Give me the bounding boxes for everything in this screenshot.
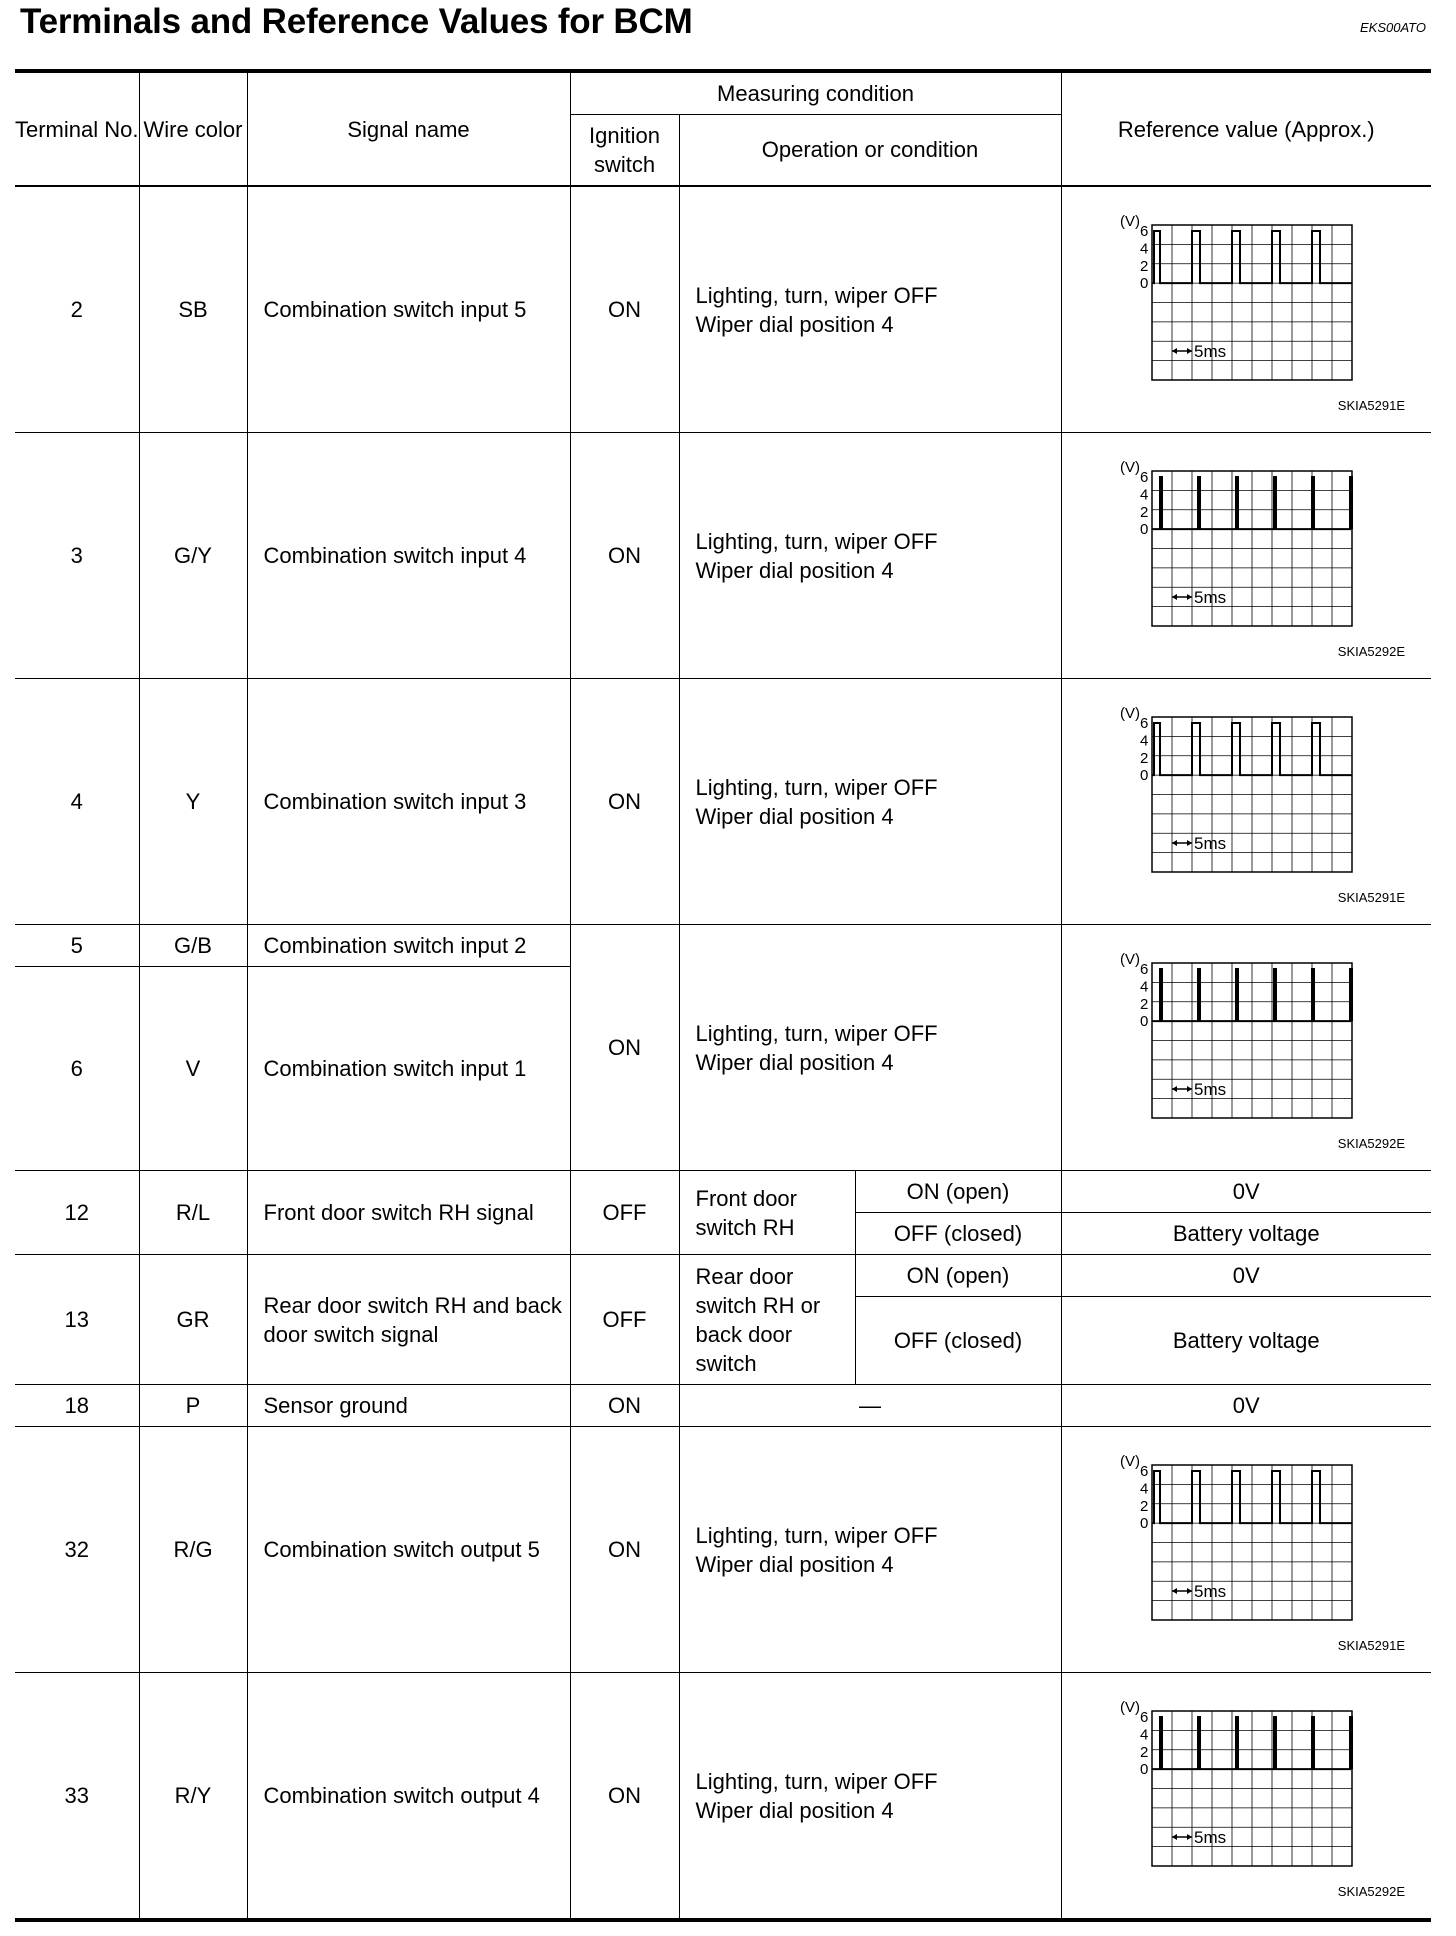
page-title: Terminals and Reference Values for BCM: [20, 2, 693, 41]
signal-name: Front door switch RH signal: [247, 1171, 570, 1255]
reference-value: Battery voltage: [1061, 1297, 1431, 1385]
signal-name: Sensor ground: [247, 1385, 570, 1427]
wire-color: G/Y: [139, 433, 247, 679]
unit-label: (V): [1119, 1453, 1140, 1470]
time-scale-arrowhead: [1187, 1834, 1192, 1840]
oscilloscope-figure: [1062, 433, 1432, 678]
signal-name: Combination switch output 5: [247, 1427, 570, 1673]
time-scale-arrowhead: [1172, 1086, 1177, 1092]
table-row: [15, 186, 1431, 433]
reference-waveform: [1061, 433, 1431, 679]
header-measuring-condition: Measuring condition: [570, 71, 1061, 114]
unit-label: (V): [1119, 705, 1140, 722]
header-reference-value: Reference value (Approx.): [1061, 71, 1431, 186]
y-tick-label: 0: [1139, 1761, 1148, 1779]
operation-condition: —: [679, 1385, 1061, 1427]
condition-line: Wiper dial position 4: [695, 557, 894, 583]
operation-condition: Rear door switch RH or back door switch: [679, 1255, 855, 1385]
table-row: [15, 1385, 1431, 1427]
table-row: [15, 1427, 1431, 1673]
ignition-state: ON: [570, 186, 679, 433]
signal-name: Combination switch input 3: [247, 679, 570, 925]
time-scale-label: 5ms: [1193, 1581, 1226, 1601]
oscilloscope-graph: [1112, 459, 1362, 629]
ignition-state: ON: [570, 1427, 679, 1673]
terminal-number: 4: [15, 679, 139, 925]
y-tick-label: 4: [1139, 1726, 1148, 1744]
terminal-number: 32: [15, 1427, 139, 1673]
time-scale-label: 5ms: [1193, 833, 1226, 853]
signal-name: Combination switch input 1: [247, 967, 570, 1171]
oscilloscope-graph: [1112, 1699, 1362, 1869]
header-ignition-switch: Ignition switch: [570, 114, 679, 186]
y-tick-label: 4: [1139, 240, 1148, 258]
time-scale-arrowhead: [1172, 1834, 1177, 1840]
y-tick-label: 0: [1139, 275, 1148, 293]
operation-condition: [679, 1427, 1061, 1673]
y-tick-label: 0: [1139, 521, 1148, 539]
unit-label: (V): [1119, 951, 1140, 968]
signal-name: Combination switch input 4: [247, 433, 570, 679]
oscilloscope-figure: [1062, 925, 1432, 1170]
time-scale-label: 5ms: [1193, 587, 1226, 607]
wire-color: P: [139, 1385, 247, 1427]
ignition-state: ON: [570, 925, 679, 1171]
wire-color: GR: [139, 1255, 247, 1385]
ignition-state: ON: [570, 679, 679, 925]
condition-line: Wiper dial position 4: [695, 803, 894, 829]
terminal-number: 12: [15, 1171, 139, 1255]
figure-id: SKIA5291E: [1337, 890, 1405, 905]
reference-value: 0V: [1061, 1385, 1431, 1427]
y-tick-label: 4: [1139, 732, 1148, 750]
y-tick-label: 0: [1139, 767, 1148, 785]
y-tick-label: 6: [1139, 223, 1148, 240]
signal-name: Combination switch input 5: [247, 186, 570, 433]
reference-value: 0V: [1061, 1255, 1431, 1297]
signal-name: Combination switch output 4: [247, 1673, 570, 1921]
condition-line: Wiper dial position 4: [695, 1797, 894, 1823]
oscilloscope-graph: [1112, 1453, 1362, 1623]
reference-waveform: [1061, 925, 1431, 1171]
wire-color: R/G: [139, 1427, 247, 1673]
signal-name: Combination switch input 2: [247, 925, 570, 967]
header-terminal: Terminal No.: [15, 71, 139, 186]
reference-waveform: [1061, 1673, 1431, 1921]
condition-line: Lighting, turn, wiper OFF: [695, 1768, 938, 1794]
oscilloscope-figure: [1062, 1673, 1432, 1918]
operation-condition: [679, 925, 1061, 1171]
time-scale-arrowhead: [1187, 1588, 1192, 1594]
time-scale-arrowhead: [1187, 1086, 1192, 1092]
wire-color: Y: [139, 679, 247, 925]
condition-line: Lighting, turn, wiper OFF: [695, 1020, 938, 1046]
switch-state: ON (open): [855, 1171, 1061, 1213]
oscilloscope-graph: [1112, 213, 1362, 383]
y-tick-label: 2: [1139, 257, 1148, 275]
bcm-terminal-table: [15, 69, 1431, 1922]
time-scale-arrowhead: [1172, 348, 1177, 354]
operation-condition: [679, 679, 1061, 925]
figure-id: SKIA5291E: [1337, 1638, 1405, 1653]
y-tick-label: 2: [1139, 1743, 1148, 1761]
header-signal-name: Signal name: [247, 71, 570, 186]
time-scale-arrowhead: [1172, 594, 1177, 600]
operation-condition: [679, 433, 1061, 679]
time-scale-arrowhead: [1187, 348, 1192, 354]
terminal-number: 13: [15, 1255, 139, 1385]
y-tick-label: 4: [1139, 978, 1148, 996]
unit-label: (V): [1119, 459, 1140, 476]
y-tick-label: 2: [1139, 749, 1148, 767]
switch-state: OFF (closed): [855, 1297, 1061, 1385]
oscilloscope-figure: [1062, 187, 1432, 432]
condition-line: Lighting, turn, wiper OFF: [695, 1522, 938, 1548]
reference-waveform: [1061, 1427, 1431, 1673]
oscilloscope-figure: [1062, 679, 1432, 924]
table-row: [15, 1255, 1431, 1297]
y-tick-label: 6: [1139, 961, 1148, 978]
y-tick-label: 2: [1139, 995, 1148, 1013]
reference-waveform: [1061, 186, 1431, 433]
condition-line: Wiper dial position 4: [695, 311, 894, 337]
time-scale-arrowhead: [1172, 840, 1177, 846]
ignition-state: ON: [570, 1673, 679, 1921]
wire-color: R/L: [139, 1171, 247, 1255]
ignition-state: ON: [570, 1385, 679, 1427]
time-scale-label: 5ms: [1193, 1079, 1226, 1099]
wire-color: G/B: [139, 925, 247, 967]
condition-line: Lighting, turn, wiper OFF: [695, 528, 938, 554]
y-tick-label: 2: [1139, 503, 1148, 521]
table-row: [15, 679, 1431, 925]
terminal-number: 18: [15, 1385, 139, 1427]
time-scale-arrowhead: [1187, 594, 1192, 600]
table-row: [15, 433, 1431, 679]
y-tick-label: 6: [1139, 1463, 1148, 1480]
signal-name: Rear door switch RH and back door switch signal: [247, 1255, 570, 1385]
y-tick-label: 0: [1139, 1013, 1148, 1031]
table-row: [15, 1673, 1431, 1921]
figure-id: SKIA5291E: [1337, 398, 1405, 413]
terminal-number: 3: [15, 433, 139, 679]
oscilloscope-graph: [1112, 705, 1362, 875]
switch-state: OFF (closed): [855, 1213, 1061, 1255]
terminal-number: 5: [15, 925, 139, 967]
condition-line: Wiper dial position 4: [695, 1551, 894, 1577]
ignition-state: OFF: [570, 1255, 679, 1385]
terminal-number: 6: [15, 967, 139, 1171]
y-tick-label: 6: [1139, 1709, 1148, 1726]
oscilloscope-graph: [1112, 951, 1362, 1121]
reference-value: Battery voltage: [1061, 1213, 1431, 1255]
header-operation: Operation or condition: [679, 114, 1061, 186]
figure-id: SKIA5292E: [1337, 1136, 1405, 1151]
time-scale-label: 5ms: [1193, 341, 1226, 361]
ignition-state: ON: [570, 433, 679, 679]
wire-color: V: [139, 967, 247, 1171]
ignition-state: OFF: [570, 1171, 679, 1255]
condition-line: Lighting, turn, wiper OFF: [695, 282, 938, 308]
oscilloscope-figure: [1062, 1427, 1432, 1672]
table-row: [15, 925, 1431, 967]
reference-waveform: [1061, 679, 1431, 925]
wire-color: R/Y: [139, 1673, 247, 1921]
document-code: EKS00ATO: [1360, 20, 1426, 35]
y-tick-label: 2: [1139, 1497, 1148, 1515]
reference-value: 0V: [1061, 1171, 1431, 1213]
time-scale-arrowhead: [1187, 840, 1192, 846]
switch-state: ON (open): [855, 1255, 1061, 1297]
operation-condition: [679, 1673, 1061, 1921]
y-tick-label: 4: [1139, 486, 1148, 504]
wire-color: SB: [139, 186, 247, 433]
header-wire-color: Wire color: [139, 71, 247, 186]
operation-condition: Front door switch RH: [679, 1171, 855, 1255]
y-tick-label: 6: [1139, 715, 1148, 732]
condition-line: Lighting, turn, wiper OFF: [695, 774, 938, 800]
terminal-number: 2: [15, 186, 139, 433]
time-scale-label: 5ms: [1193, 1827, 1226, 1847]
unit-label: (V): [1119, 213, 1140, 230]
terminal-number: 33: [15, 1673, 139, 1921]
condition-line: Wiper dial position 4: [695, 1049, 894, 1075]
y-tick-label: 0: [1139, 1515, 1148, 1533]
figure-id: SKIA5292E: [1337, 644, 1405, 659]
operation-condition: [679, 186, 1061, 433]
unit-label: (V): [1119, 1699, 1140, 1716]
table-row: [15, 1171, 1431, 1213]
figure-id: SKIA5292E: [1337, 1884, 1405, 1899]
y-tick-label: 6: [1139, 469, 1148, 486]
y-tick-label: 4: [1139, 1480, 1148, 1498]
time-scale-arrowhead: [1172, 1588, 1177, 1594]
